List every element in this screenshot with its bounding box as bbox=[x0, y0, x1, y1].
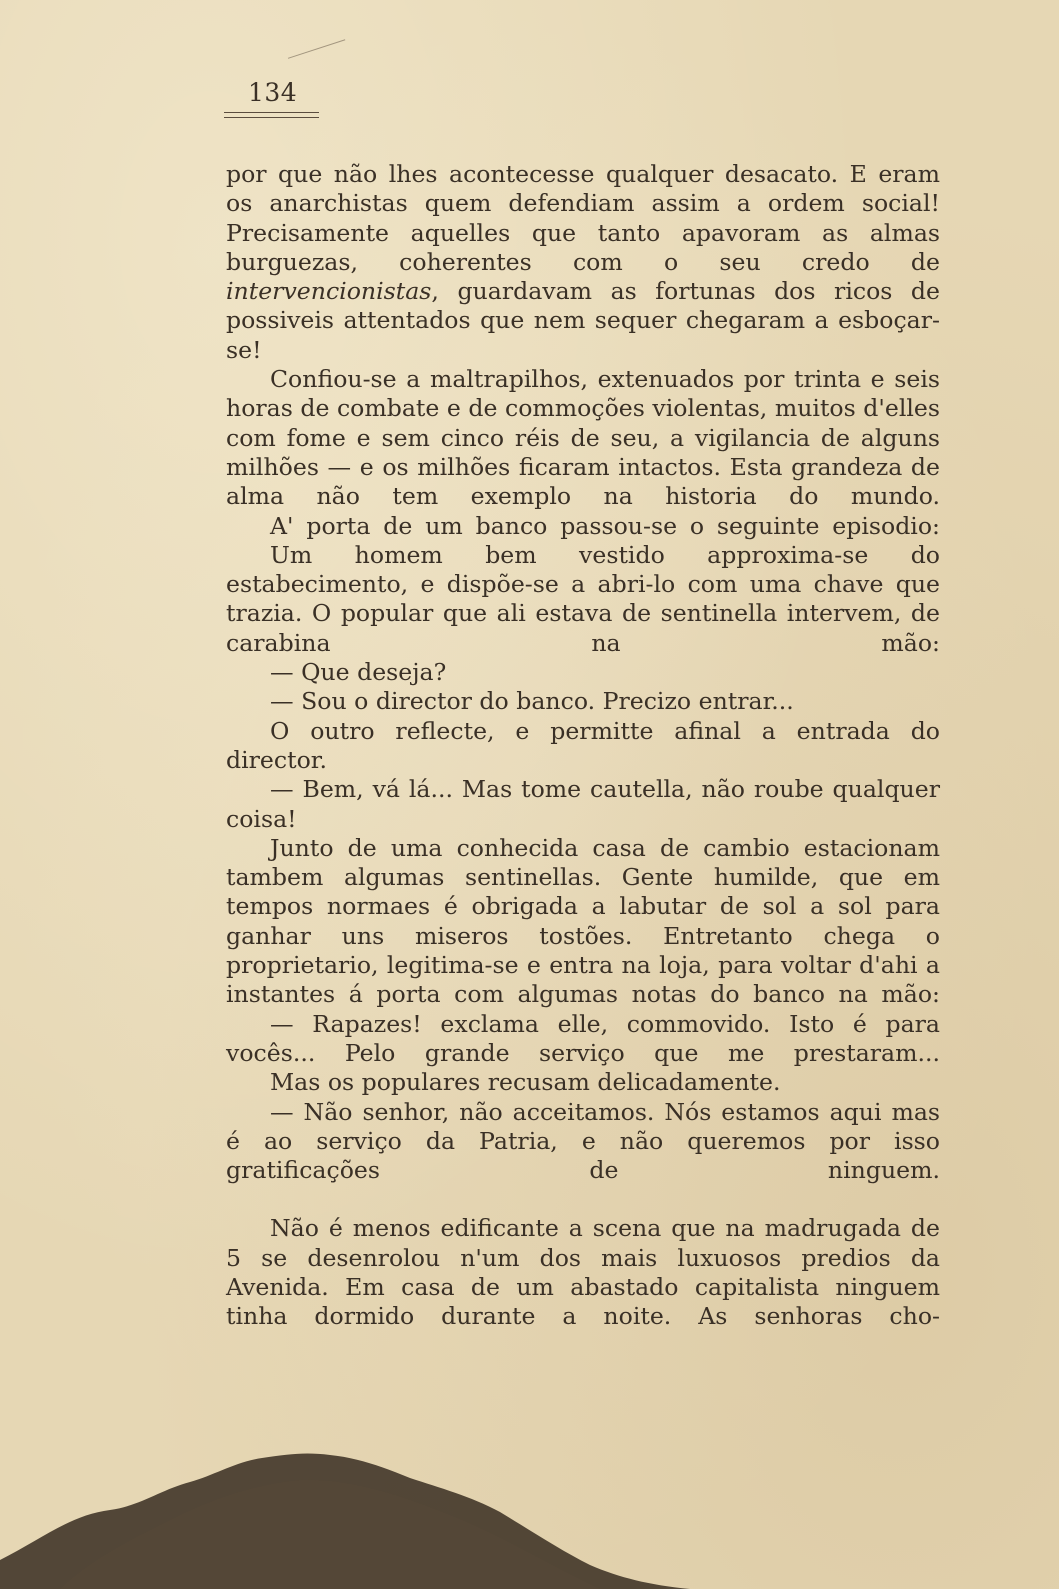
paragraph: Mas os populares recusam delicadamente. bbox=[270, 1068, 781, 1097]
paragraph: A' porta de um banco passou-se o seguinte episodio: bbox=[270, 511, 940, 540]
page-number: 134 bbox=[248, 78, 298, 107]
dialogue-line: — Rapazes! exclama elle, commovido. Isto é para vocês... Pelo grande serviço que me prestaram... bbox=[226, 1009, 940, 1067]
dialogue-line: — Bem, vá lá... Mas tome cautella, não roube qualquer coisa! bbox=[226, 775, 940, 833]
body-text bbox=[226, 160, 940, 1332]
paragraph: Não é menos edificante a scena que na madrugada de 5 se desenrolou n'um dos mais luxuosos predios da Avenida. Em casa de um abastado capitalista ninguem tinha dormido durante a noite. As senhoras cho- bbox=[226, 1214, 940, 1331]
dialogue-line: — Não senhor, não acceitamos. Nós estamos aqui mas é ao serviço da Patria, e não queremos por isso gratificações de ninguem. bbox=[226, 1097, 940, 1185]
paper-stain bbox=[0, 1440, 700, 1589]
dialogue-line: — Que deseja? bbox=[270, 658, 447, 687]
dialogue-line: — Sou o director do banco. Precizo entrar... bbox=[270, 687, 794, 716]
paragraph: Junto de uma conhecida casa de cambio estacionam tambem algumas sentinellas. Gente humilde, que em tempos normaes é obrigada a labutar de sol a sol para ganhar uns miseros tostões. Entretanto chega o proprietario, legitima-se e entra na loja, para voltar d'ahi a instantes á porta com algumas notas do banco na mão: bbox=[226, 833, 940, 1009]
page-smudge-mark bbox=[288, 39, 352, 79]
paragraph: Um homem bem vestido approxima-se do estabecimento, e dispõe-se a abri-lo com uma chave que trazia. O popular que ali estava de sentinella intervem, de carabina na mão: bbox=[226, 540, 940, 657]
paragraph: O outro reflecte, e permitte afinal a entrada do director. bbox=[226, 716, 940, 774]
page-number-rule bbox=[224, 112, 319, 118]
italic-word: intervencionistas bbox=[226, 277, 432, 306]
paragraph: por que não lhes acontecesse qualquer desacato. E eram os anarchistas quem defendiam assim a ordem social! Precisamente aquelles que tanto apavoram as almas burguezas, coherentes com o seu credo de intervencionistas, guardavam as fortunas dos ricos de possiveis attentados que nem sequer chegaram a esboçar-se! bbox=[226, 160, 940, 364]
paragraph: Confiou-se a maltrapilhos, extenuados por trinta e seis horas de combate e de commoções violentas, muitos d'elles com fome e sem cinco réis de seu, a vigilancia de alguns milhões — e os milhões ficaram intactos. Esta grandeza de alma não tem exemplo na historia do mundo. bbox=[226, 365, 940, 511]
